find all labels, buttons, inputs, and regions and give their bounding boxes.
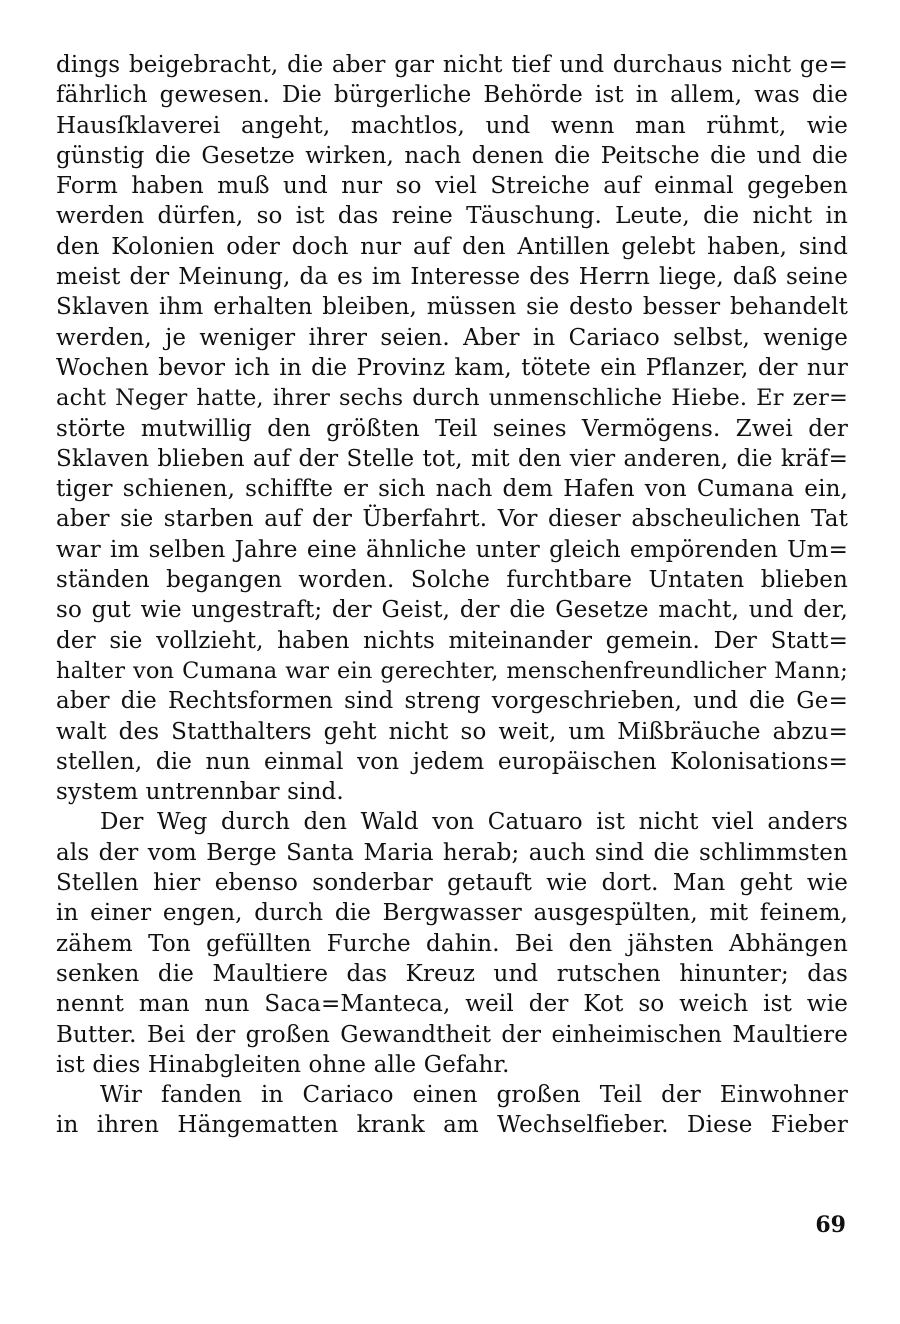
text-line: tiger schienen, schiffte er sich nach dem Hafen von Cumana ein, — [56, 476, 848, 503]
text-line: in einer engen, durch die Bergwasser ausgespülten, mit feinem, — [56, 900, 848, 927]
text-line: nennt man nun Saca=Manteca, weil der Kot so weich ist wie — [56, 991, 848, 1018]
text-line: ständen begangen worden. Solche furchtbare Untaten blieben — [56, 567, 848, 594]
text-line: aber sie starben auf der Überfahrt. Vor dieser abscheulichen Tat — [56, 506, 848, 533]
text-line: walt des Statthalters geht nicht so weit, um Mißbräuche abzu= — [56, 718, 848, 745]
paragraph-2 — [56, 807, 848, 1080]
text-line: in ihren Hängematten krank am Wechselfieber. Diese Fieber — [56, 1112, 848, 1139]
text-line: war im selben Jahre eine ähnliche unter gleich empörenden Um= — [56, 536, 848, 563]
text-line: störte mutwillig den größten Teil seines Vermögens. Zwei der — [56, 415, 848, 442]
text-line: Wochen bevor ich in die Provinz kam, tötete ein Pflanzer, der nur — [56, 354, 848, 381]
text-line: stellen, die nun einmal von jedem europäischen Kolonisations= — [56, 748, 848, 775]
text-line: so gut wie ungestraft; der Geist, der die Gesetze macht, und der, — [56, 597, 848, 624]
text-line: Der Weg durch den Wald von Catuaro ist nicht viel anders — [100, 809, 848, 836]
page-number: 69 — [815, 1212, 846, 1238]
text-line: günstig die Gesetze wirken, nach denen die Peitsche die und die — [56, 142, 848, 169]
text-line: senken die Maultiere das Kreuz und rutschen hinunter; das — [56, 960, 848, 987]
text-line: halter von Cumana war ein gerechter, menschenfreundlicher Mann; — [56, 657, 848, 684]
text-line: meist der Meinung, da es im Interesse des Herrn liege, daß seine — [56, 264, 848, 291]
text-line: Butter. Bei der großen Gewandtheit der einheimischen Maultiere — [56, 1021, 848, 1048]
text-line: dings beigebracht, die aber gar nicht tief und durchaus nicht ge= — [56, 52, 848, 78]
text-line: ist dies Hinabgleiten ohne alle Gefahr. — [56, 1051, 510, 1078]
text-line: fährlich gewesen. Die bürgerliche Behörde ist in allem, was die — [56, 82, 848, 109]
text-line: zähem Ton gefüllten Furche dahin. Bei den jähsten Abhängen — [56, 930, 848, 957]
text-line: werden, je weniger ihrer seien. Aber in Cariaco selbst, wenige — [56, 324, 848, 351]
text-line: werden dürfen, so ist das reine Täuschung. Leute, die nicht in — [56, 203, 848, 230]
text-line: system untrennbar sind. — [56, 779, 344, 806]
body-text — [56, 50, 848, 1141]
text-line: den Kolonien oder doch nur auf den Antillen gelebt haben, sind — [56, 233, 848, 260]
text-line: Hausſklaverei angeht, machtlos, und wenn man rühmt, wie — [56, 112, 848, 139]
text-line: als der vom Berge Santa Maria herab; auch sind die schlimmsten — [56, 839, 848, 866]
text-line: Wir fanden in Cariaco einen großen Teil der Einwohner — [100, 1082, 848, 1109]
text-line: aber die Rechtsformen sind streng vorgeschrieben, und die Ge= — [56, 688, 848, 715]
paragraph-1 — [56, 50, 848, 807]
text-line: der sie vollzieht, haben nichts miteinander gemein. Der Statt= — [56, 627, 848, 654]
text-line: Sklaven ihm erhalten bleiben, müssen sie desto besser behandelt — [56, 294, 848, 321]
text-line: Sklaven blieben auf der Stelle tot, mit den vier anderen, die kräf= — [56, 445, 848, 472]
text-line: Stellen hier ebenso sonderbar getauft wie dort. Man geht wie — [56, 870, 848, 897]
text-line: Form haben muß und nur so viel Streiche auf einmal gegeben — [56, 173, 848, 200]
paragraph-3 — [56, 1080, 848, 1141]
text-line: acht Neger hatte, ihrer sechs durch unmenschliche Hiebe. Er zer= — [56, 385, 848, 412]
